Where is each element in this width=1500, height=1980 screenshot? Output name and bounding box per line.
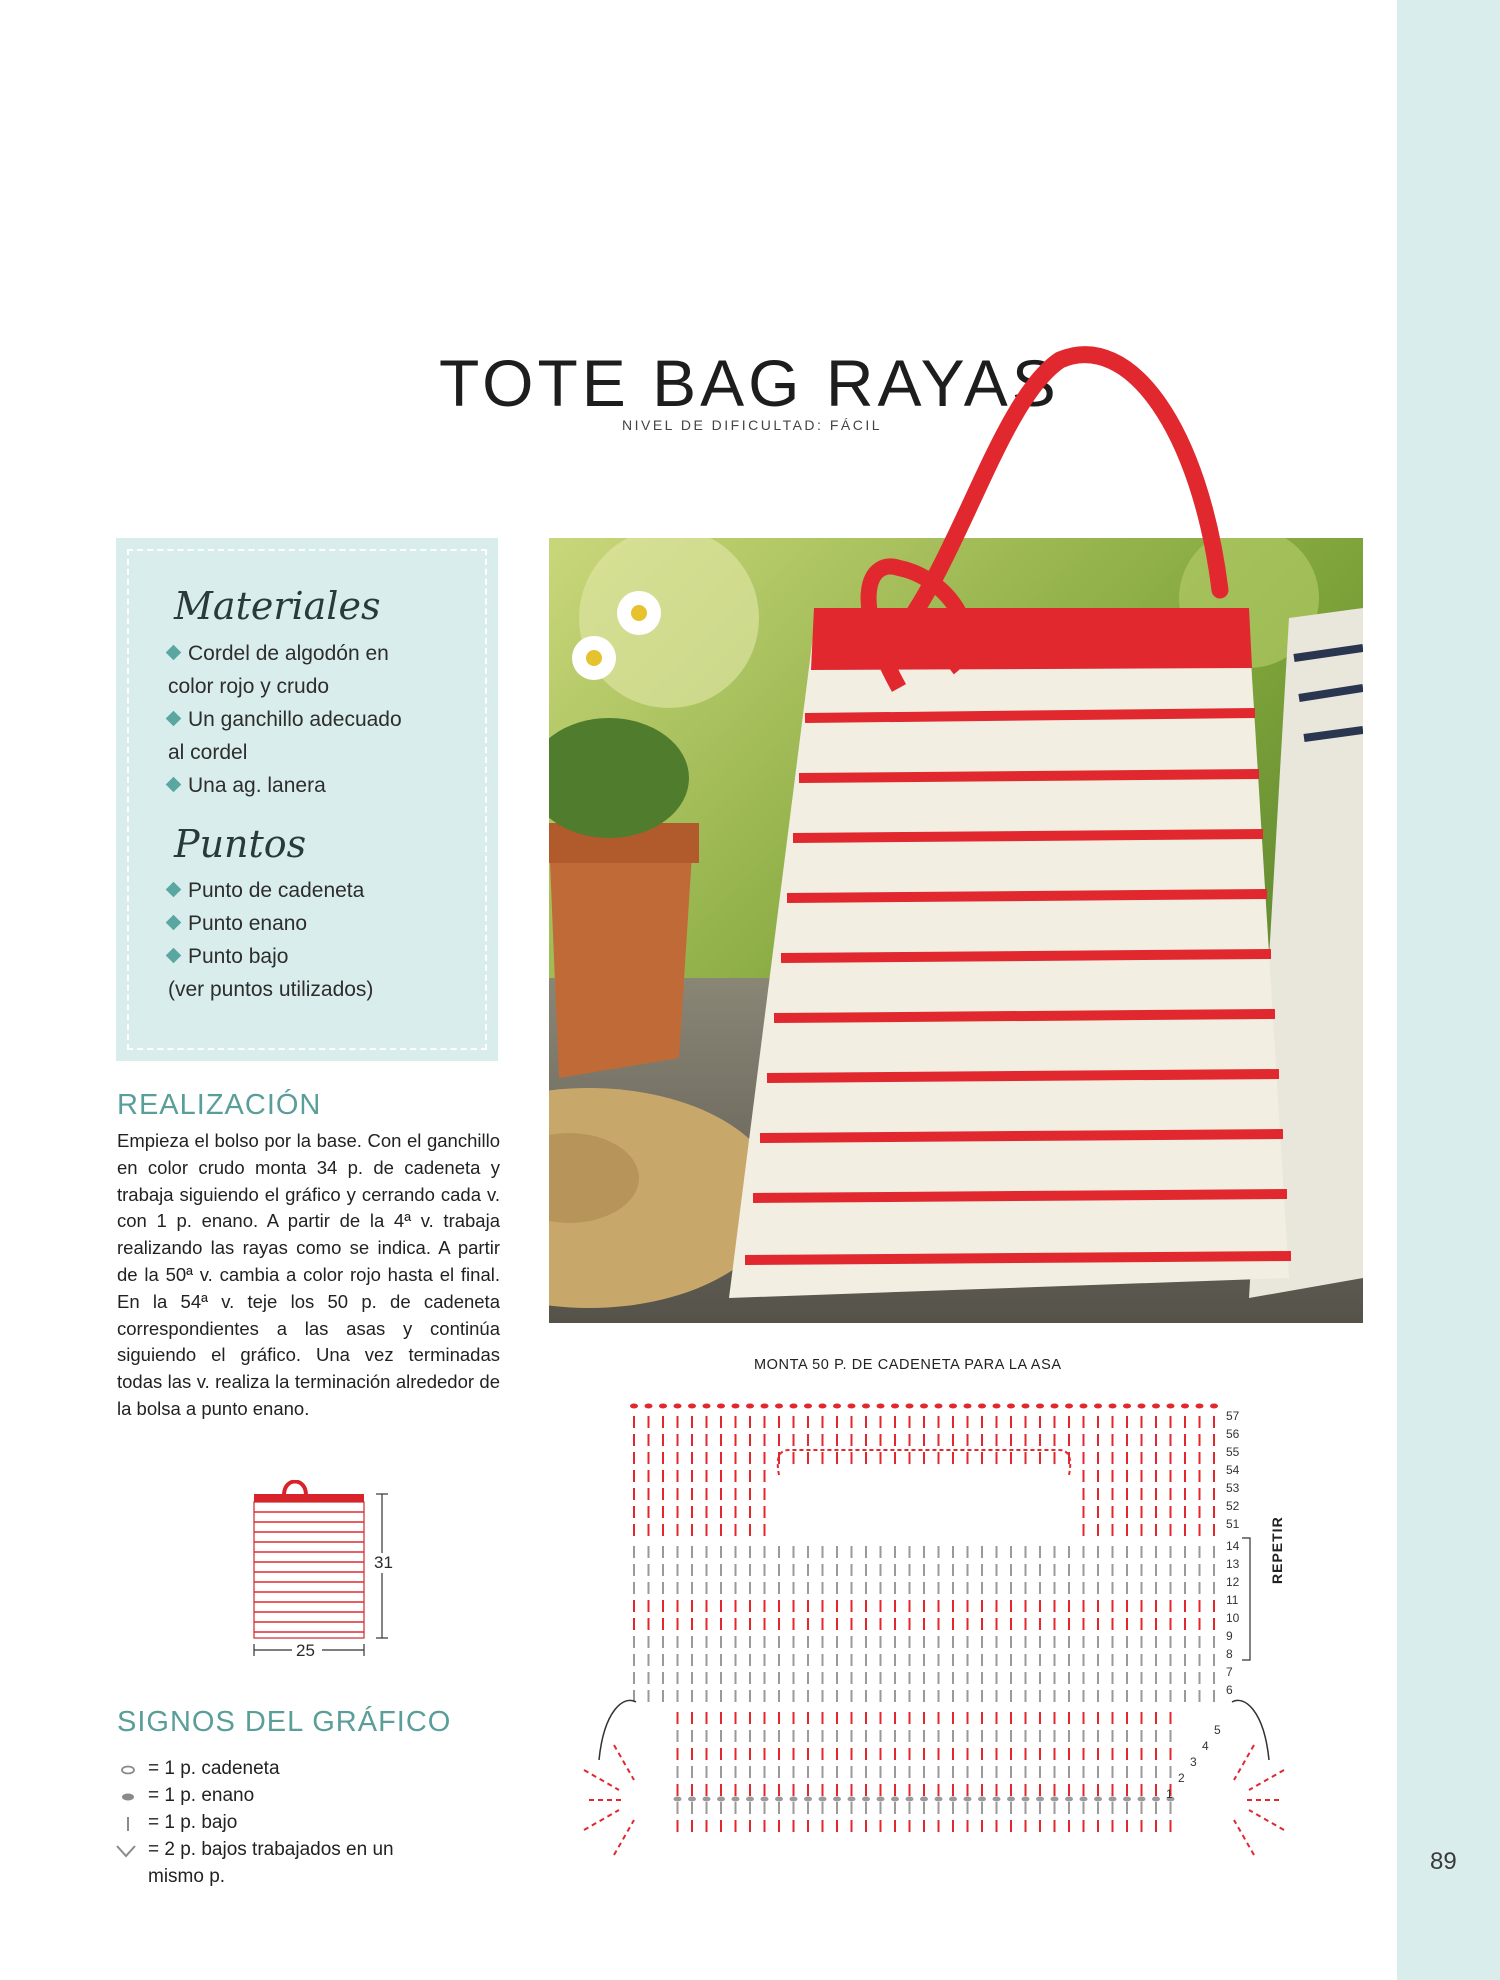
crochet-chart bbox=[574, 1350, 1294, 1910]
materials-box bbox=[116, 538, 498, 1061]
width-dimension: 25 bbox=[296, 1641, 315, 1660]
instructions-heading: REALIZACIÓN bbox=[117, 1089, 322, 1121]
chain-stitch bbox=[645, 1404, 653, 1409]
chain-stitch bbox=[920, 1404, 928, 1409]
chain-stitch bbox=[1109, 1404, 1117, 1409]
stitch-item: Punto de cadeneta bbox=[168, 874, 364, 907]
row-number: 54 bbox=[1226, 1463, 1240, 1477]
stitches-heading: Puntos bbox=[174, 822, 307, 866]
chain-stitch-icon bbox=[119, 1755, 137, 1782]
chain-stitch bbox=[1138, 1797, 1146, 1802]
chain-stitch bbox=[949, 1404, 957, 1409]
page-number: 89 bbox=[1430, 1848, 1457, 1875]
chain-stitch bbox=[978, 1797, 986, 1802]
chain-stitch bbox=[1123, 1797, 1131, 1802]
side-color-strip bbox=[1397, 0, 1500, 1980]
row-number: 53 bbox=[1226, 1481, 1240, 1495]
chain-stitch bbox=[1109, 1797, 1117, 1802]
chain-stitch bbox=[775, 1404, 783, 1409]
chain-stitch bbox=[746, 1404, 754, 1409]
stitch-item: Punto enano bbox=[168, 907, 307, 940]
chain-stitch bbox=[964, 1797, 972, 1802]
chain-stitch bbox=[891, 1404, 899, 1409]
material-item: Una ag. lanera bbox=[168, 769, 326, 802]
row-number: 2 bbox=[1178, 1771, 1185, 1785]
chain-stitch bbox=[1007, 1797, 1015, 1802]
chain-stitch bbox=[674, 1404, 682, 1409]
material-item: Un ganchillo adecuado bbox=[168, 703, 402, 736]
chain-stitch bbox=[761, 1404, 769, 1409]
chain-stitch bbox=[935, 1797, 943, 1802]
repeat-bracket bbox=[1242, 1538, 1250, 1660]
diamond-bullet-icon bbox=[166, 882, 182, 898]
row-number: 8 bbox=[1226, 1647, 1233, 1661]
chain-stitch bbox=[688, 1404, 696, 1409]
single-crochet-icon bbox=[119, 1809, 137, 1836]
chain-stitch bbox=[819, 1797, 827, 1802]
row-number: 55 bbox=[1226, 1445, 1240, 1459]
slip-stitch-icon bbox=[119, 1782, 137, 1809]
chain-stitch bbox=[1022, 1404, 1030, 1409]
chain-stitch bbox=[906, 1404, 914, 1409]
chain-stitch bbox=[891, 1797, 899, 1802]
legend-item: = 1 p. bajo bbox=[117, 1809, 394, 1836]
chain-stitch bbox=[993, 1404, 1001, 1409]
chain-stitch bbox=[1080, 1404, 1088, 1409]
chain-stitch bbox=[935, 1404, 943, 1409]
chain-stitch bbox=[949, 1797, 957, 1802]
row-number: 56 bbox=[1226, 1427, 1240, 1441]
chain-stitch bbox=[1123, 1404, 1131, 1409]
chain-stitch bbox=[978, 1404, 986, 1409]
chain-stitch bbox=[790, 1797, 798, 1802]
row-number: 1 bbox=[1166, 1787, 1173, 1801]
row-number: 57 bbox=[1226, 1409, 1240, 1423]
chain-stitch bbox=[848, 1797, 856, 1802]
diamond-bullet-icon bbox=[166, 711, 182, 727]
chain-stitch bbox=[703, 1404, 711, 1409]
chain-stitch bbox=[1051, 1404, 1059, 1409]
chain-stitch bbox=[717, 1404, 725, 1409]
legend-heading: SIGNOS DEL GRÁFICO bbox=[117, 1706, 452, 1738]
chain-stitch bbox=[1210, 1404, 1218, 1409]
chain-stitch bbox=[1196, 1404, 1204, 1409]
chain-stitch bbox=[819, 1404, 827, 1409]
chain-stitch bbox=[1007, 1404, 1015, 1409]
chain-stitch bbox=[1152, 1404, 1160, 1409]
chain-stitch bbox=[790, 1404, 798, 1409]
chain-stitch bbox=[1051, 1797, 1059, 1802]
right-direction-arrow bbox=[1232, 1700, 1269, 1760]
chain-stitch bbox=[848, 1404, 856, 1409]
material-item: Cordel de algodón en bbox=[168, 637, 389, 670]
row-number: 12 bbox=[1226, 1575, 1240, 1589]
height-dimension: 31 bbox=[374, 1553, 393, 1572]
row-number: 11 bbox=[1226, 1593, 1239, 1607]
chain-stitch bbox=[993, 1797, 1001, 1802]
row-number: 9 bbox=[1226, 1629, 1233, 1643]
row-number: 13 bbox=[1226, 1557, 1240, 1571]
chain-stitch bbox=[717, 1797, 725, 1802]
material-item: al cordel bbox=[168, 741, 248, 764]
row-number: 3 bbox=[1190, 1755, 1197, 1769]
chain-stitch bbox=[1065, 1797, 1073, 1802]
chart-heading: MONTA 50 P. DE CADENETA PARA LA ASA bbox=[754, 1357, 1062, 1373]
row-number: 7 bbox=[1226, 1665, 1233, 1679]
chain-stitch bbox=[1152, 1797, 1160, 1802]
stitch-item: Punto bajo bbox=[168, 940, 288, 973]
chain-stitch bbox=[732, 1404, 740, 1409]
stitch-item: (ver puntos utilizados) bbox=[168, 978, 374, 1001]
chain-stitch bbox=[746, 1797, 754, 1802]
chain-stitch bbox=[877, 1797, 885, 1802]
chain-stitch bbox=[732, 1797, 740, 1802]
row-number: 52 bbox=[1226, 1499, 1240, 1513]
row-number: 6 bbox=[1226, 1683, 1233, 1697]
chain-stitch bbox=[1181, 1404, 1189, 1409]
chart-legend bbox=[117, 1755, 394, 1890]
material-item: color rojo y crudo bbox=[168, 675, 330, 698]
tote-bag-photo bbox=[549, 538, 1363, 1323]
row-number: 5 bbox=[1214, 1723, 1221, 1737]
chain-stitch bbox=[920, 1797, 928, 1802]
legend-item: = 2 p. bajos trabajados en un bbox=[117, 1836, 394, 1863]
chain-stitch bbox=[1167, 1404, 1175, 1409]
chain-stitch bbox=[1036, 1404, 1044, 1409]
row-number: 14 bbox=[1226, 1539, 1240, 1553]
chain-stitch bbox=[630, 1404, 638, 1409]
difficulty-level: NIVEL DE DIFICULTAD: FÁCIL bbox=[622, 417, 882, 433]
chain-stitch bbox=[804, 1797, 812, 1802]
legend-item: = 1 p. enano bbox=[117, 1782, 394, 1809]
chain-stitch bbox=[761, 1797, 769, 1802]
chain-stitch bbox=[804, 1404, 812, 1409]
chain-stitch bbox=[1036, 1797, 1044, 1802]
chain-stitch bbox=[906, 1797, 914, 1802]
chain-stitch bbox=[659, 1404, 667, 1409]
chain-stitch bbox=[964, 1404, 972, 1409]
chain-stitch bbox=[688, 1797, 696, 1802]
chain-stitch bbox=[877, 1404, 885, 1409]
chain-stitch bbox=[1080, 1797, 1088, 1802]
chain-stitch bbox=[1022, 1797, 1030, 1802]
page-title: TOTE BAG RAYAS bbox=[439, 346, 1060, 420]
chain-stitch bbox=[1065, 1404, 1073, 1409]
chain-stitch bbox=[1094, 1404, 1102, 1409]
chain-stitch bbox=[674, 1797, 682, 1802]
row-number: 4 bbox=[1202, 1739, 1209, 1753]
repeat-label: REPETIR bbox=[1269, 1516, 1285, 1584]
diamond-bullet-icon bbox=[166, 645, 182, 661]
diamond-bullet-icon bbox=[166, 777, 182, 793]
left-direction-arrow bbox=[599, 1700, 636, 1760]
instructions-text: Empieza el bolso por la base. Con el ganchillo en color crudo monta 34 p. de cadeneta y trabaja siguiendo el gráfico y cerrando cada v. con 1 p. enano. A partir de la 4ª v. trabaja realizando las rayas como se indica. A partir de la 50ª v. cambia a color rojo hasta el final. En la 54ª v. teje los 50 p. de cadeneta correspondientes a las asas y continúa siguiendo el gráfico. Una vez terminadas todas las v. realiza la terminación alrededor de la bolsa a punto enano. bbox=[117, 1130, 500, 1419]
chain-stitch bbox=[1094, 1797, 1102, 1802]
left-increase-fan bbox=[584, 1745, 634, 1855]
chain-stitch bbox=[1138, 1404, 1146, 1409]
chain-stitch bbox=[833, 1404, 841, 1409]
row-number: 51 bbox=[1226, 1517, 1240, 1531]
right-increase-fan bbox=[1234, 1745, 1284, 1855]
row-number: 10 bbox=[1226, 1611, 1240, 1625]
increase-icon bbox=[115, 1836, 139, 1863]
chain-stitch bbox=[775, 1797, 783, 1802]
materials-heading: Materiales bbox=[174, 584, 381, 628]
chain-stitch bbox=[833, 1797, 841, 1802]
chain-stitch bbox=[703, 1797, 711, 1802]
legend-item: = 1 p. cadeneta bbox=[117, 1755, 394, 1782]
chain-stitch bbox=[862, 1404, 870, 1409]
diamond-bullet-icon bbox=[166, 915, 182, 931]
diamond-bullet-icon bbox=[166, 948, 182, 964]
chain-stitch bbox=[862, 1797, 870, 1802]
legend-item: mismo p. bbox=[148, 1866, 226, 1887]
